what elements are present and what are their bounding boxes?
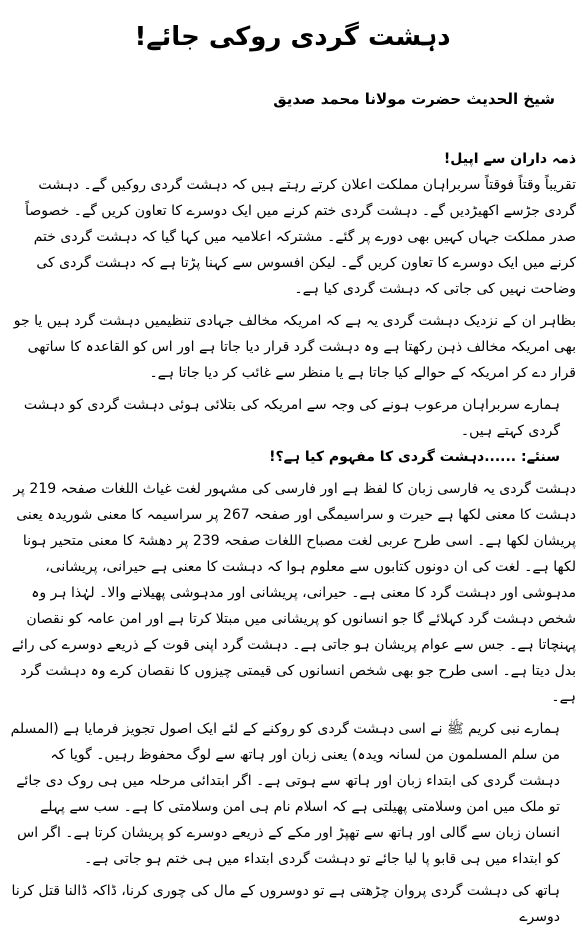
paragraph: دہشت گردی یہ فارسی زبان کا لفظ ہے اور فارسی کی مشہور لغت غیاث اللغات صفحہ 219 پر دہشت کا معنی لکھا ہے حیرت و سراسیمگی اور صفحہ 267 پر سراسیمہ کا معنی شوریدہ یعنی پریشان لکھا ہے۔ اسی طرح عربی لغت مصباح اللغات صفحہ 239 پر دھشۃ کا معنی متحیر ہونا لکھا ہے۔ لغت کی ان دونوں کتابوں سے معلوم ہوا کہ دہشت کا معنی ہے حیرانی، پریشانی، مدہوشی اور دہشت گرد کا معنی ہے۔ حیرانی، پریشانی اور مدہوشی پھیلانے والا۔ لہٰذا ہر وہ شخص دہشت گرد کہلائے گا جو انسانوں کو پریشانی میں مبتلا کرتا ہے اور امن عامہ کو نقصان پہنچاتا ہے۔ جس سے عوام پریشان ہو جاتی ہے۔ دہشت گرد اپنی قوت کے ذریعے دوسرے کی رائے بدل دیتا ہے۔ اسی طرح جو بھی شخص انسانوں کی قیمتی چیزوں کا نقصان کرے وہ دہشت گرد ہے۔ xyxy=(11,481,576,705)
paragraph: ہمارے سربراہان مرعوب ہونے کی وجہ سے امریکہ کی بتلائی ہوئی دہشت گردی کو دہشت گردی کہتے ہیں۔ xyxy=(23,397,560,439)
appeal-heading: ذمہ داران سے اپیل! xyxy=(443,151,576,167)
article-body xyxy=(8,146,576,930)
paragraph: بظاہر ان کے نزدیک دہشت گردی یہ ہے کہ امریکہ مخالف جہادی تنظیمیں دہشت گرد ہیں یا جو بھی امریکہ مخالف ذہن رکھتا ہے وہ دہشت گرد قرار دیا جاتا ہے اور اس کو القاعدہ کا ساتھی قرار دے کر امریکہ کے حوالے کیا جاتا ہے یا منظر سے غائب کر دیا جاتا ہے۔ xyxy=(13,313,576,381)
paragraph: تقریباً وقتاً فوقتاً سربراہان مملکت اعلان کرتے رہتے ہیں کہ دہشت گردی روکیں گے۔ دہشت گردی جڑسے اکھیڑدیں گے۔ دہشت گردی ختم کرنے میں ایک دوسرے کا تعاون کریں گے۔ خصوصاً صدر مملکت جہاں کہیں بھی دورے پر گئے۔ مشترکہ اعلامیہ میں کہا گیا کہ دہشت گردی ختم کرنے میں ایک دوسرے کا تعاون کریں گے۔ لیکن افسوس سے کہنا پڑتا ہے کہ دہشت گردی کی وضاحت نہیں کی جاتی کہ دہشت گردی کیا ہے۔ xyxy=(25,177,576,297)
author-line: شیخ الحدیث حضرت مولانا محمد صدیق xyxy=(273,90,555,108)
paragraph: ہاتھ کی دہشت گردی پروان چڑھتی ہے تو دوسروں کے مال کی چوری کرنا، ڈاکہ ڈالنا قتل کرنا دوسرے xyxy=(11,883,560,925)
article-title: دہشت گردی روکی جائے! xyxy=(134,22,451,52)
sub-heading: سنئے: ......دہشت گردی کا مفہوم کیا ہے؟! xyxy=(269,449,560,465)
paragraph: ہمارے نبی کریم ﷺ نے اسی دہشت گردی کو روکنے کے لئے ایک اصول تجویز فرمایا ہے (المسلم من سلم المسلمون من لسانہ ویدہ) یعنی زبان اور ہاتھ سے لوگ محفوظ رہیں۔ گویا کہ دہشت گردی کی ابتداء زبان اور ہاتھ سے ہوتی ہے۔ اگر ابتدائی مرحلہ میں ہی روک دی جائے تو ملک میں امن وسلامتی پھیلتی ہے کہ اسلام نام ہی امن وسلامتی کا ہے۔ سب سے پہلے انسان زبان سے گالی اور ہاتھ سے تھپڑ اور مکے کے ذریعے دوسرے کو پریشان کرتا ہے۔ اگر اس کو ابتداء میں ہی قابو پا لیا جائے تو دہشت گردی ابتداء میں ہی ختم ہو جاتی ہے۔ xyxy=(10,721,560,867)
